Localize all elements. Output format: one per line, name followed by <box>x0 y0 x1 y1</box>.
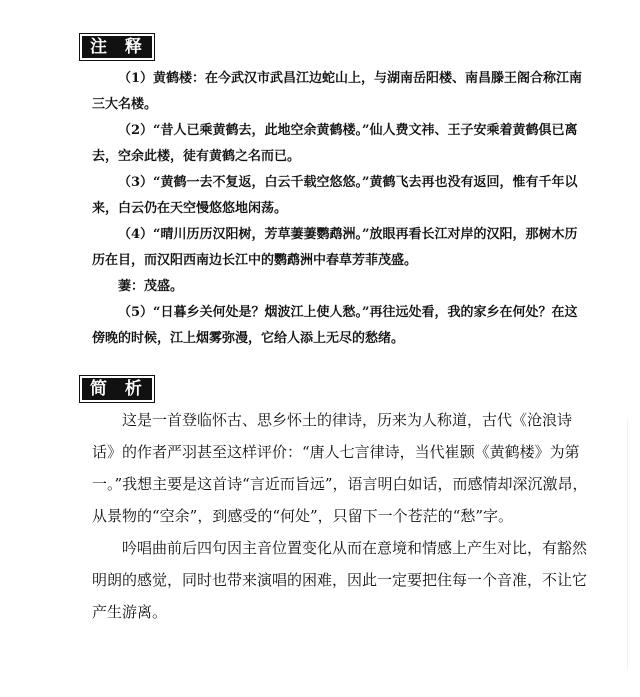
note-item-3: （3）“黄鹤一去不复返，白云千载空悠悠。”黄鹤飞去再也没有返回，惟有千年以来，白云仍在天空慢悠悠地闲荡。 <box>92 175 578 216</box>
notes-list <box>92 66 590 352</box>
notes-section-heading: 注 释 <box>82 36 152 58</box>
note-item-4-gloss: 萋：茂盛。 <box>118 279 184 294</box>
note-item-2: （2）“昔人已乘黄鹤去，此地空余黄鹤楼。”仙人费文祎、王子安乘着黄鹤俱已离去，空余此楼，徒有黄鹤之名而已。 <box>92 123 578 164</box>
scan-edge-shadow <box>627 420 628 670</box>
analysis-paragraph-1: 这是一首登临怀古、思乡怀土的律诗，历来为人称道，古代《沧浪诗话》的作者严羽甚至这样评价：“唐人七言律诗，当代崔颢《黄鹤楼》为第一。”我想主要是这首诗“言近而旨远”，语言明白如话，而感情却深沉激昂，从景物的“空余”，到感受的“何处”，只留下一个苍茫的“愁”字。 <box>92 411 588 525</box>
analysis-section-heading: 简 析 <box>82 378 152 400</box>
analysis-body <box>92 404 592 628</box>
note-item-4: （4）“晴川历历汉阳树，芳草萋萋鹦鹉洲。”放眼再看长江对岸的汉阳，那树木历历在目，而汉阳西南边长江中的鹦鹉洲中春草芳菲茂盛。 <box>92 227 578 268</box>
note-item-1: （1）黄鹤楼：在今武汉市武昌江边蛇山上，与湖南岳阳楼、南昌滕王阁合称江南三大名楼。 <box>92 71 583 112</box>
note-item-5: （5）“日暮乡关何处是？烟波江上使人愁。”再往远处看，我的家乡在何处？在这傍晚的时候，江上烟雾弥漫，它给人添上无尽的愁绪。 <box>92 305 578 346</box>
analysis-paragraph-2: 吟唱曲前后四句因主音位置变化从而在意境和情感上产生对比，有豁然明朗的感觉，同时也带来演唱的困难，因此一定要把住每一个音准，不让它产生游离。 <box>92 539 588 621</box>
